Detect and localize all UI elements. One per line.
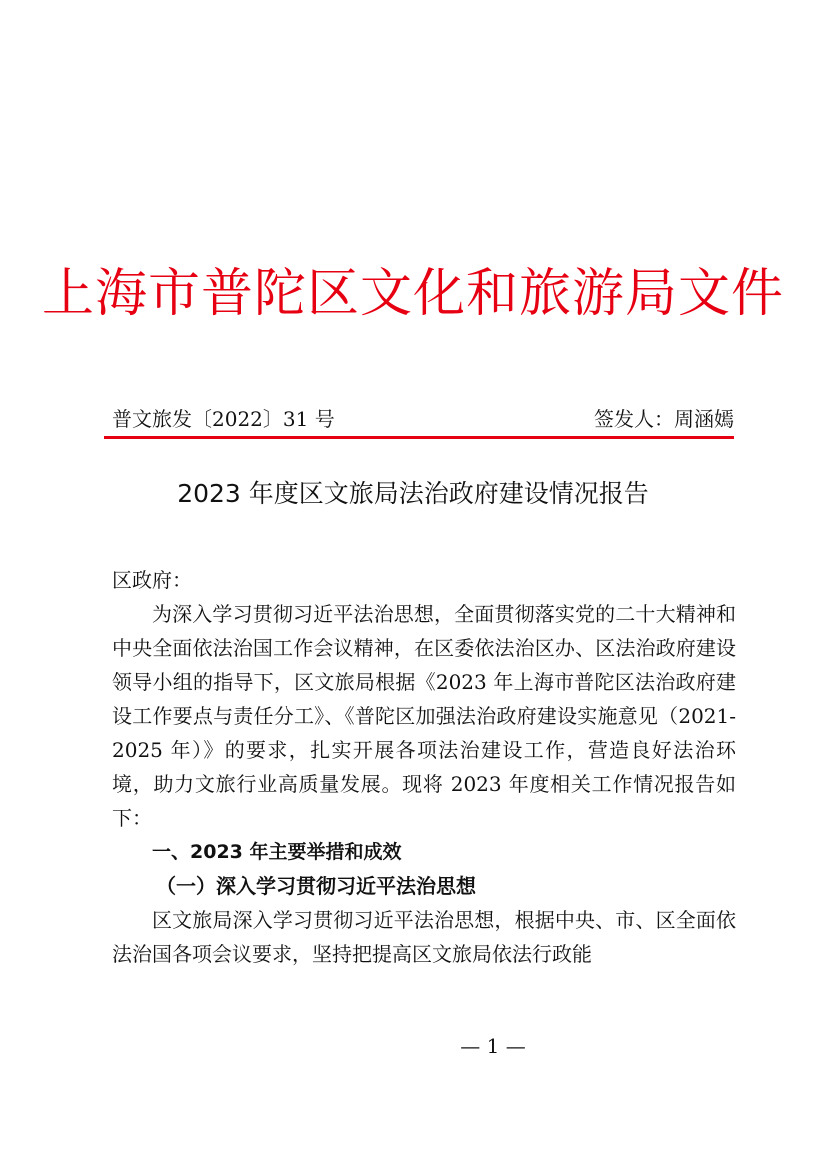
red-separator-line [104, 436, 734, 439]
issuing-organization-header: 上海市普陀区文化和旅游局文件 [41, 264, 784, 324]
page-number: — 1 — [460, 1034, 526, 1058]
subsection-heading: （一）深入学习贯彻习近平法治思想 [156, 874, 476, 898]
document-meta-line [112, 402, 734, 436]
document-number: 普文旅发〔2022〕31 号 [112, 407, 335, 431]
intro-paragraph: 为深入学习贯彻习近平法治思想，全面贯彻落实党的二十大精神和中央全面依法治国工作会议精神，在区委依法治区办、区法治政府建设领导小组的指导下，区文旅局根据《2023 年上海市普陀区法治政府建设工作要点与责任分工》、《普陀区加强法治政府建设实施意见（2021-2025 年）》的要求，扎实开展各项法治建设工作，营造良好法治环境，助力文旅行业高质量发展。现将 2023 年度相关工作情况报告如下： [112, 602, 736, 830]
document-body [112, 563, 736, 971]
body-paragraph: 区文旅局深入学习贯彻习近平法治思想，根据中央、市、区全面依法治国各项会议要求，坚持把提高区文旅局依法行政能 [112, 908, 736, 966]
salutation: 区政府： [112, 568, 192, 592]
signer: 签发人：周涵嫣 [594, 407, 734, 431]
document-title: 2023 年度区文旅局法治政府建设情况报告 [177, 479, 649, 508]
section-heading: 一、2023 年主要举措和成效 [152, 841, 402, 863]
